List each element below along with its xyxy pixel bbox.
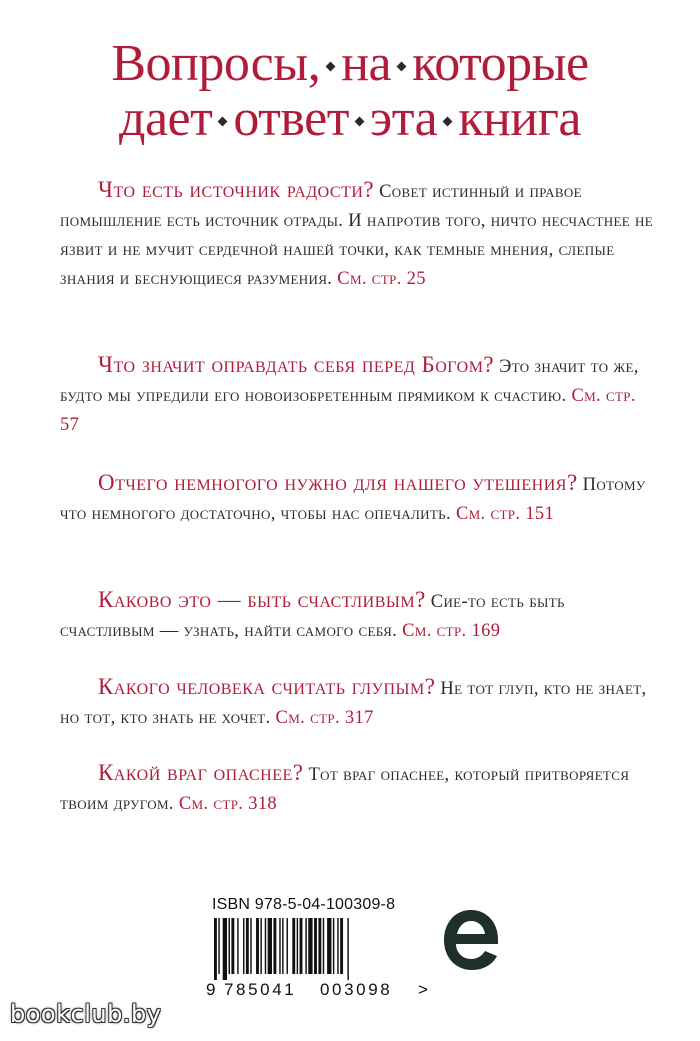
diamond-separator-icon: [326, 61, 336, 71]
answer: Не тот глуп, кто не знает, но тот, кто знать не хочет.: [60, 679, 647, 728]
title-word: ответ: [233, 90, 349, 147]
title-word: Вопросы,: [111, 35, 321, 92]
title-word: книга: [458, 90, 582, 147]
qa-entry-1: [60, 175, 660, 294]
isbn-number: ISBN 978-5-04-100309-8: [212, 896, 396, 913]
qa-entry-5: [60, 672, 660, 733]
qa-entry-4: [60, 585, 660, 646]
answer: Совет истинный и правое помышление есть источник отрады. И напротив того, ничто несчастнее не язвит и не мучит сердечной нашей точки, как темные мнения, слепые знания и беснующиеся разумения.: [60, 182, 654, 289]
title-word: эта: [369, 90, 438, 147]
barcode-digits-right: 003098: [320, 980, 393, 999]
page-reference: См. стр. 317: [275, 708, 374, 728]
page-reference: См. стр. 57: [60, 386, 636, 435]
eksmo-logo-icon: [440, 906, 502, 974]
question: Что есть источник радости?: [98, 177, 375, 202]
title-line-2: [0, 91, 700, 146]
answer: Это значит то же, будто мы упредили его новоизобретенным прямиком к счастию.: [60, 357, 639, 406]
diamond-separator-icon: [218, 116, 228, 126]
qa-entry-2: [60, 350, 660, 440]
question: Какого человека считать глупым?: [98, 674, 436, 699]
page-title: [0, 36, 700, 146]
page-reference: См. стр. 151: [455, 504, 555, 524]
title-word: на: [341, 35, 392, 92]
diamond-separator-icon: [397, 61, 407, 71]
question: Какой враг опаснее?: [98, 760, 304, 785]
question: Отчего немногого нужно для нашего утешения?: [98, 470, 578, 495]
qa-entry-3: [60, 468, 660, 529]
title-word: дает: [118, 90, 213, 147]
title-line-1: [0, 36, 700, 91]
qa-entry-6: [60, 758, 660, 819]
title-word: которые: [412, 35, 589, 92]
answer: Тот враг опаснее, который притворяется твоим другом.: [60, 765, 630, 814]
barcode-digit-first: 9: [206, 980, 216, 999]
answer: Потому что немногого достаточно, чтобы нас опечалить.: [60, 475, 646, 524]
page-reference: См. стр. 25: [337, 269, 426, 289]
question: Что значит оправдать себя перед Богом?: [98, 352, 495, 377]
answer: Сие-то есть быть счастливым — узнать, найти самого себя.: [60, 592, 565, 641]
barcode-icon: [212, 918, 426, 980]
barcode-digits-left: 785041: [224, 980, 297, 999]
diamond-separator-icon: [354, 116, 364, 126]
page-reference: См. стр. 169: [402, 621, 501, 641]
page-reference: См. стр. 318: [178, 794, 278, 814]
watermark: bookclub.by: [10, 1000, 162, 1028]
question: Каково это — быть счастливым?: [98, 587, 426, 612]
barcode-arrow: >: [418, 980, 428, 999]
diamond-separator-icon: [443, 116, 453, 126]
